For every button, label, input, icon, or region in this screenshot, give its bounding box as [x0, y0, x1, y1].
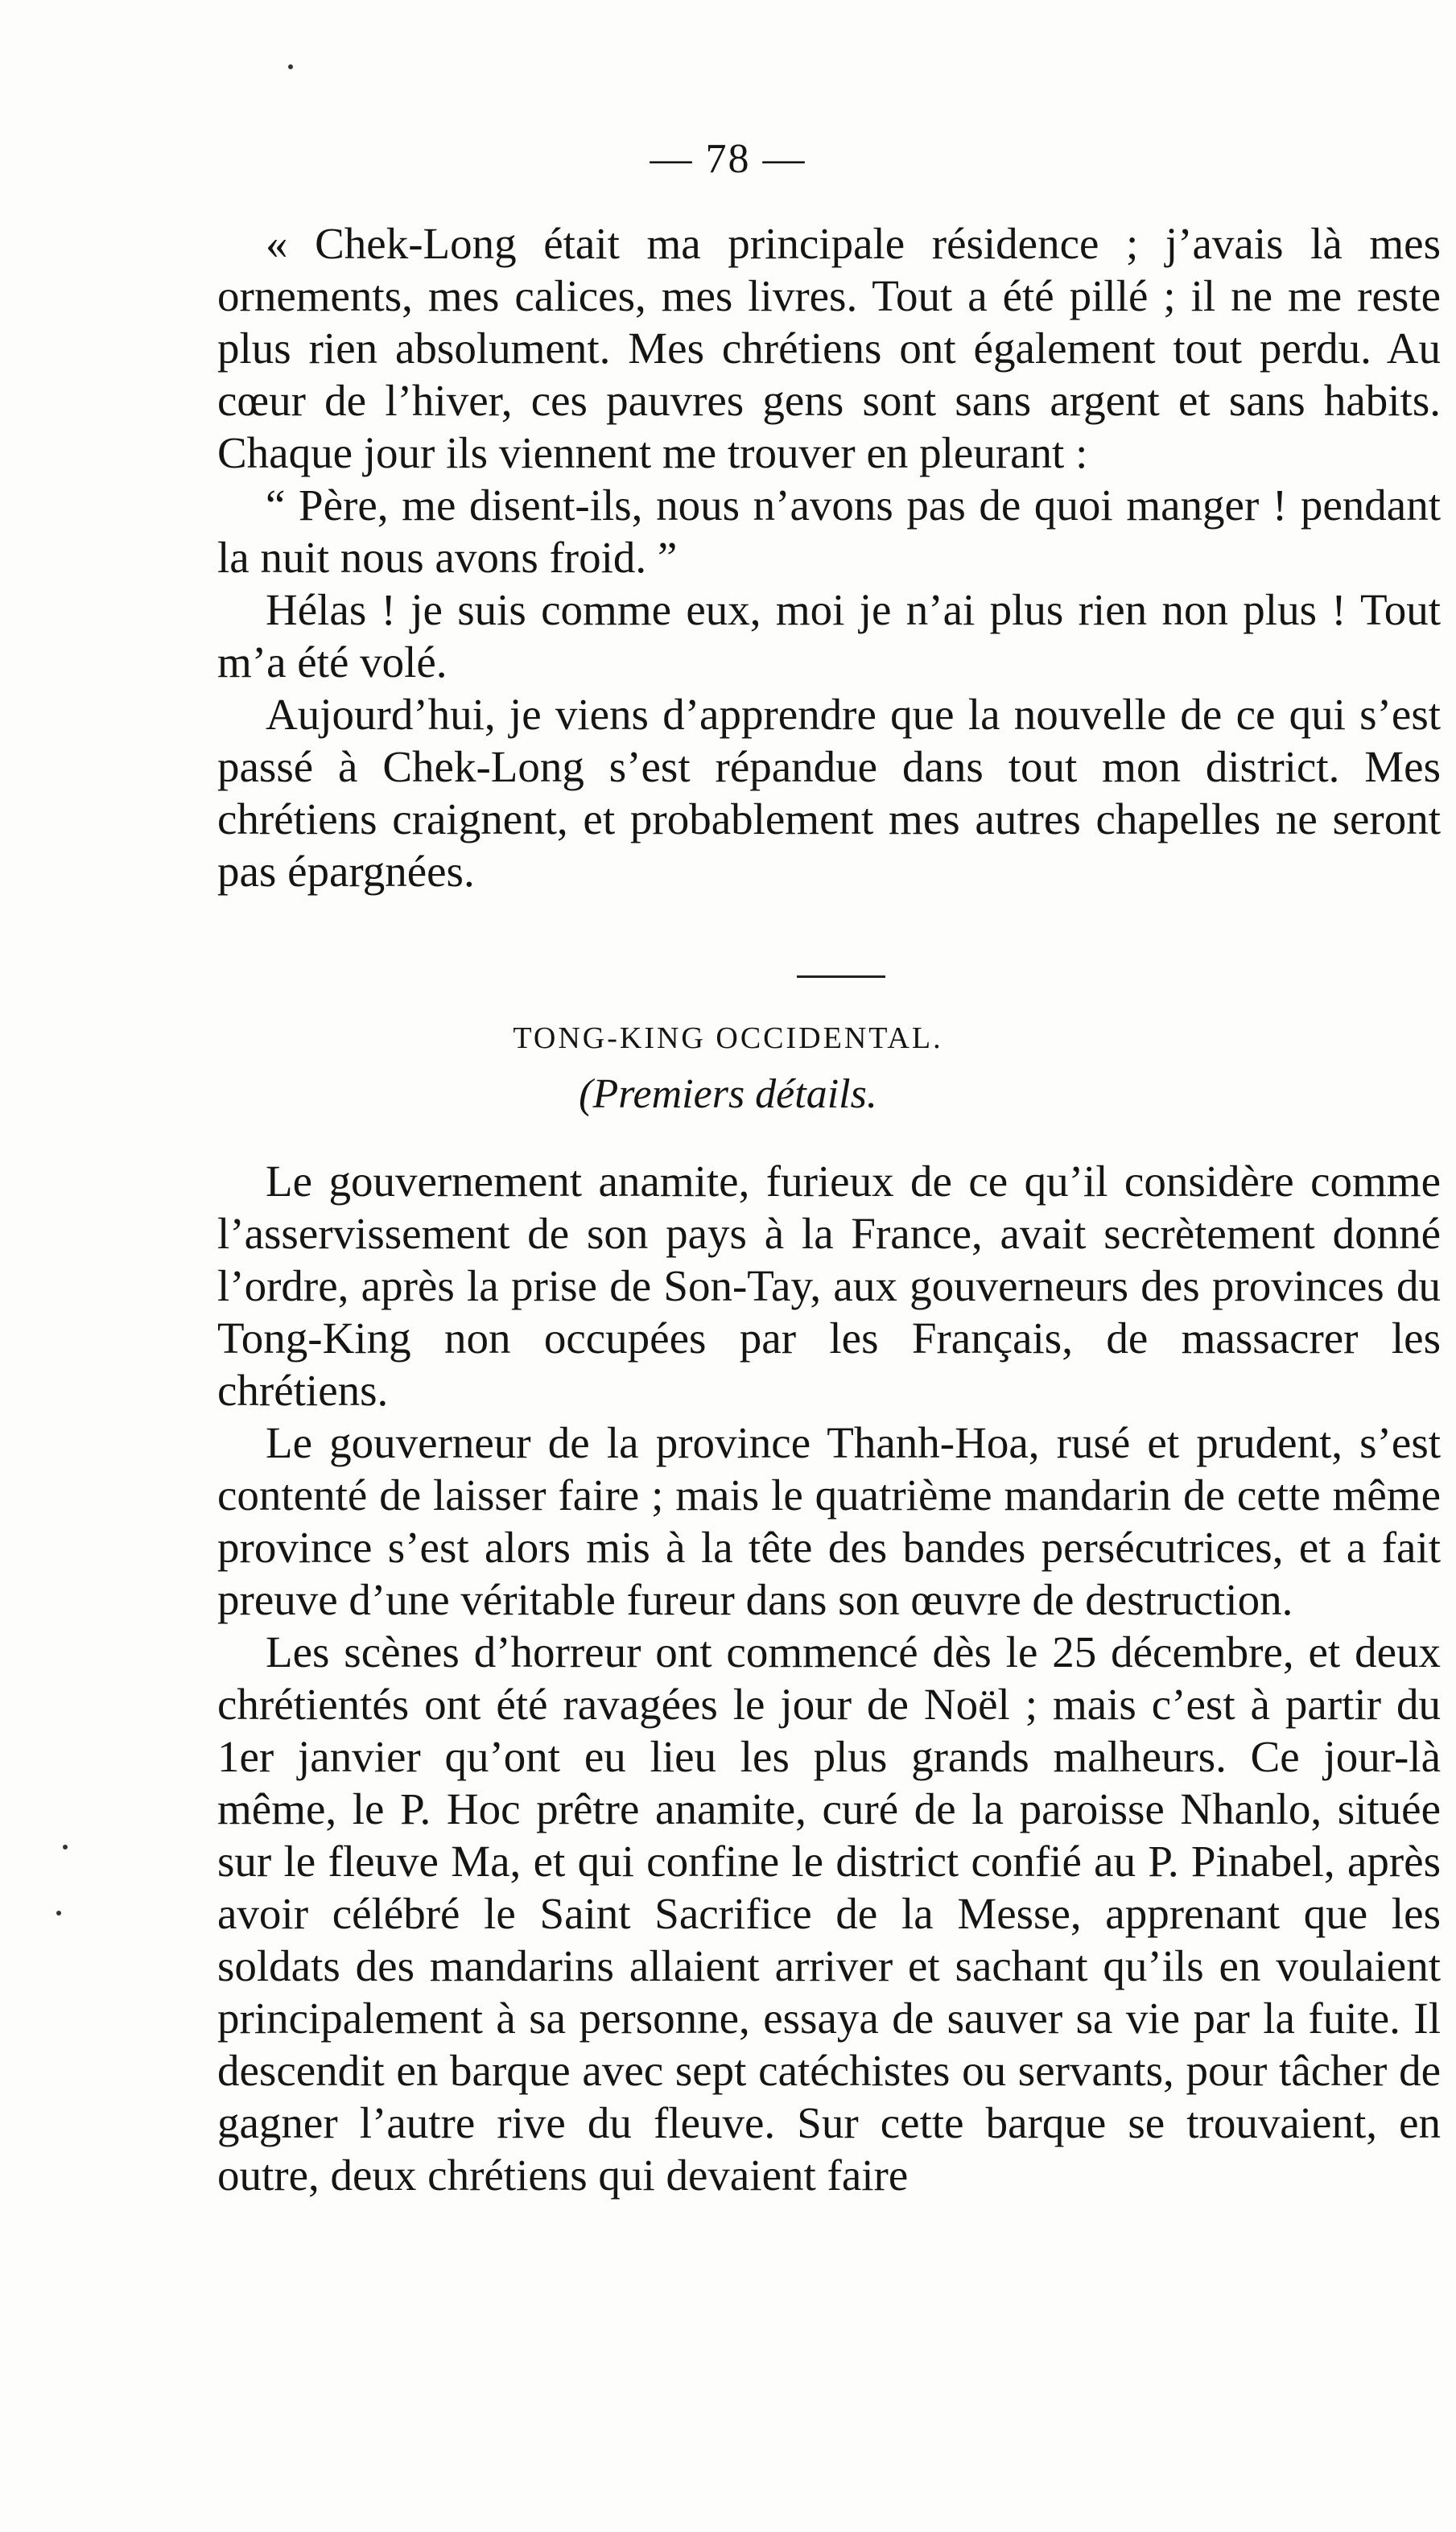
- paragraph: “ Père, me disent-ils, nous n’avons pas de quoi manger ! pendant la nuit nous avons froid. ”: [217, 480, 1441, 582]
- section-divider: [797, 975, 885, 978]
- letter-excerpt: [217, 217, 1441, 897]
- page-number: — 78 —: [650, 136, 806, 182]
- paragraph: « Chek-Long était ma principale résidence ; j’avais là mes ornements, mes calices, mes livres. Tout a été pillé ; il ne me reste plus rien absolument. Mes chrétiens ont également tout perdu. Au cœur de l’hiver, ces pauvres gens sont sans argent et sans habits. Chaque jour ils viennent me trouver en pleurant :: [217, 219, 1441, 477]
- section-heading: TONG-KING OCCIDENTAL.: [513, 1021, 943, 1055]
- section-body: [217, 1155, 1441, 2201]
- print-speck: [56, 1911, 61, 1915]
- paragraph: Le gouverneur de la province Thanh-Hoa, rusé et prudent, s’est contenté de laisser faire ; mais le quatrième mandarin de cette même province s’est alors mis à la tête des bandes persécutrices, et a fait preuve d’une véritable fureur dans son œuvre de destruction.: [217, 1418, 1441, 1624]
- print-speck: [288, 64, 293, 69]
- print-speck: [63, 1845, 68, 1850]
- section-subheading: (Premiers détails.: [579, 1071, 877, 1117]
- paragraph: Le gouvernement anamite, furieux de ce qu’il considère comme l’asservissement de son pays à la France, avait secrètement donné l’ordre, après la prise de Son-Tay, aux gouverneurs des provinces du Tong-King non occupées par les Français, de massacrer les chrétiens.: [217, 1157, 1441, 1415]
- paragraph: Aujourd’hui, je viens d’apprendre que la nouvelle de ce qui s’est passé à Chek-Long s’est répandue dans tout mon district. Mes chrétiens craignent, et probablement mes autres chapelles ne seront pas épargnées.: [217, 690, 1441, 896]
- paragraph: Les scènes d’horreur ont commencé dès le 25 décembre, et deux chrétientés ont été ravagées le jour de Noël ; mais c’est à partir du 1er janvier qu’ont eu lieu les plus grands malheurs. Ce jour-là même, le P. Hoc prêtre anamite, curé de la paroisse Nhanlo, située sur le fleuve Ma, et qui confine le district confié au P. Pinabel, après avoir célébré le Saint Sacrifice de la Messe, apprenant que les soldats des mandarins allaient arriver et sachant qu’ils en voulaient principalement à sa personne, essaya de sauver sa vie par la fuite. Il descendit en barque avec sept catéchistes ou servants, pour tâcher de gagner l’autre rive du fleuve. Sur cette barque se trouvaient, en outre, deux chrétiens qui devaient faire: [217, 1627, 1441, 2200]
- paragraph: Hélas ! je suis comme eux, moi je n’ai plus rien non plus ! Tout m’a été volé.: [217, 585, 1441, 687]
